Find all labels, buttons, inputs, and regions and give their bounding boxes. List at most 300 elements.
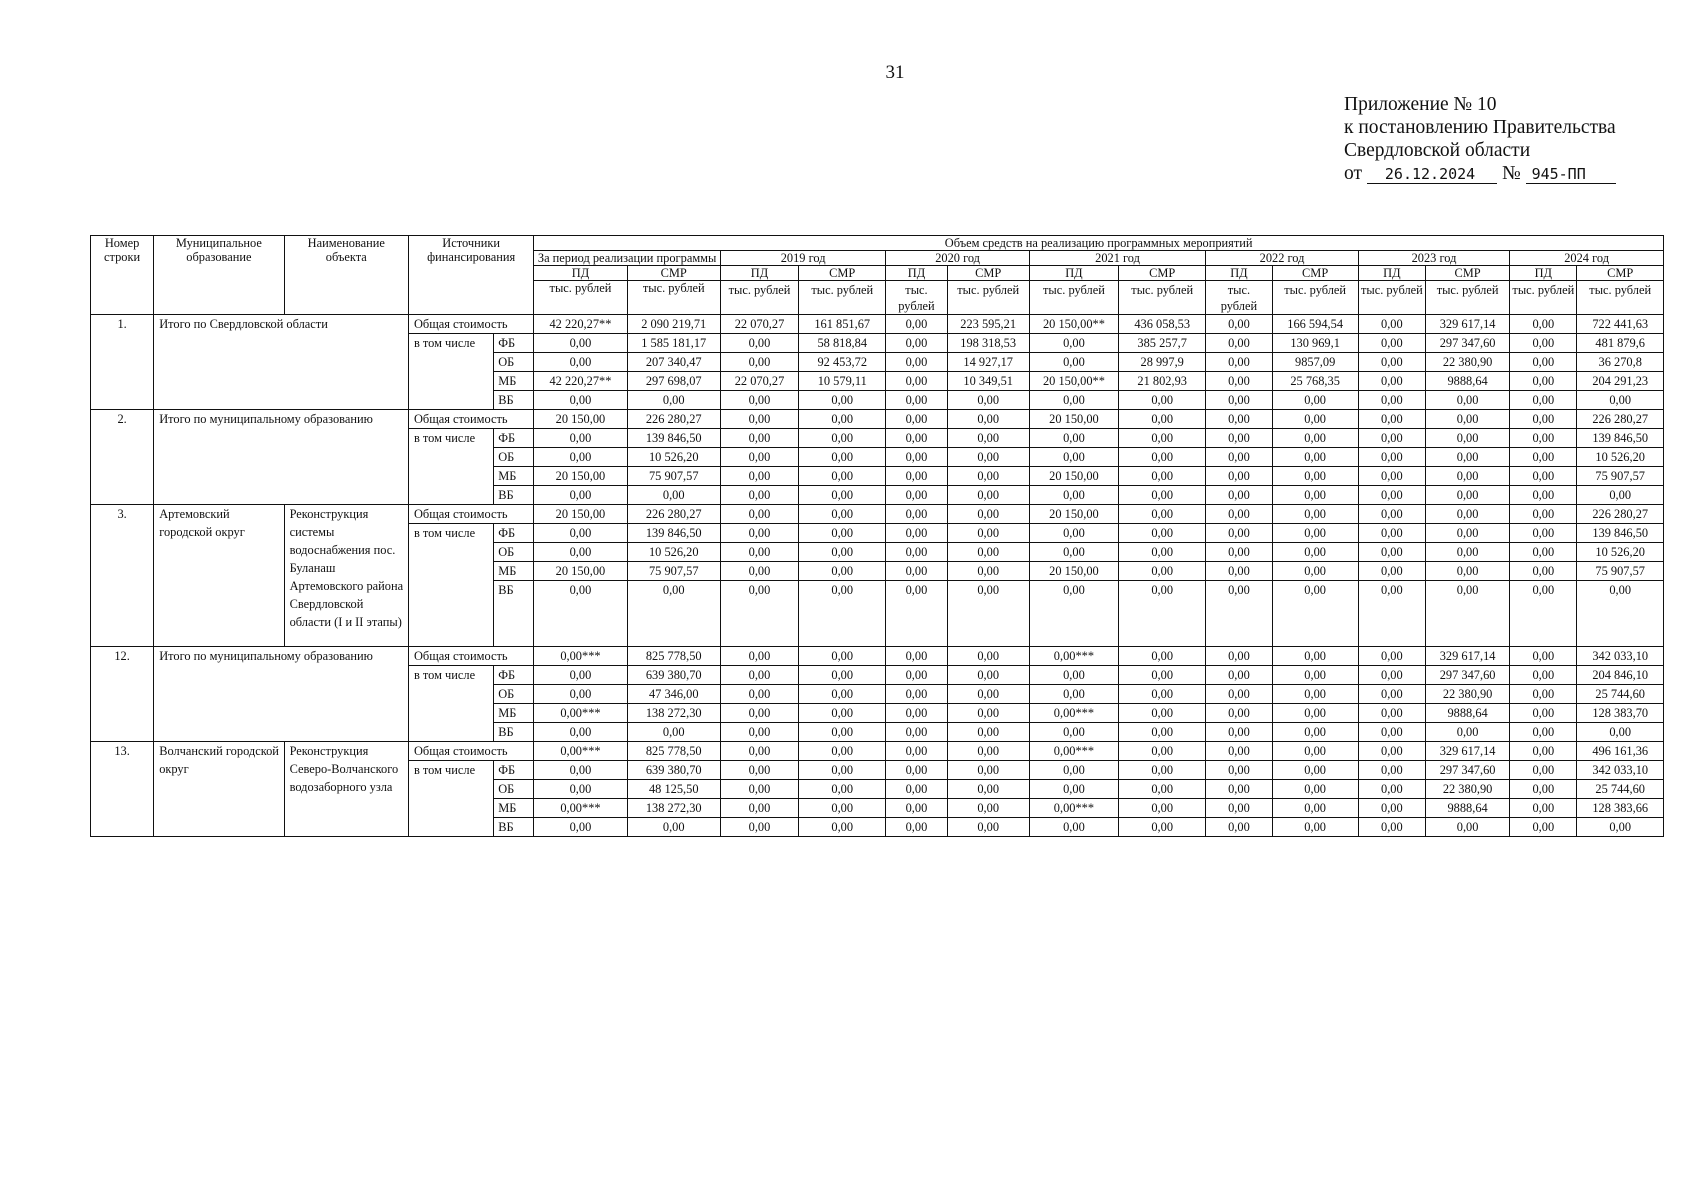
source-code: МБ: [494, 467, 534, 486]
value-cell: 0,00: [886, 505, 947, 524]
table-row: [91, 742, 1664, 761]
value-cell: 22 070,27: [720, 315, 798, 334]
date-prefix: от: [1344, 163, 1363, 184]
value-cell: 0,00: [1510, 448, 1577, 467]
value-cell: 0,00: [799, 581, 886, 647]
value-cell: 0,00: [1510, 666, 1577, 685]
header-sources: Источники финансирования: [408, 236, 533, 315]
row-number: 2.: [91, 410, 154, 505]
header-unit-smr-2: тыс. рублей: [947, 281, 1029, 315]
value-cell: 0,00: [947, 448, 1029, 467]
value-cell: 0,00: [1206, 524, 1272, 543]
source-code: ОБ: [494, 448, 534, 467]
value-cell: 0,00: [886, 666, 947, 685]
source-code: ВБ: [494, 581, 534, 647]
row-number: 12.: [91, 647, 154, 742]
value-cell: 226 280,27: [1577, 410, 1664, 429]
value-cell: 0,00: [886, 543, 947, 562]
value-cell: 0,00: [1119, 780, 1206, 799]
value-cell: 223 595,21: [947, 315, 1029, 334]
value-cell: 639 380,70: [627, 666, 720, 685]
source-total-label: Общая стоимость: [408, 505, 533, 524]
value-cell: 0,00: [1029, 723, 1118, 742]
value-cell: 0,00: [1358, 334, 1425, 353]
value-cell: 128 383,70: [1577, 704, 1664, 723]
value-cell: 75 907,57: [627, 562, 720, 581]
value-cell: 0,00: [799, 429, 886, 448]
value-cell: 0,00: [1206, 581, 1272, 647]
value-cell: 92 453,72: [799, 353, 886, 372]
header-smr-3: СМР: [1119, 266, 1206, 281]
source-code: ФБ: [494, 761, 534, 780]
value-cell: 0,00: [1206, 353, 1272, 372]
value-cell: 28 997,9: [1119, 353, 1206, 372]
value-cell: 0,00: [947, 666, 1029, 685]
value-cell: 0,00: [1272, 723, 1358, 742]
value-cell: 0,00: [1272, 543, 1358, 562]
value-cell: 0,00: [886, 685, 947, 704]
value-cell: 0,00: [1358, 685, 1425, 704]
value-cell: 0,00: [1272, 780, 1358, 799]
value-cell: 0,00***: [534, 704, 627, 723]
value-cell: 0,00: [1206, 562, 1272, 581]
value-cell: 47 346,00: [627, 685, 720, 704]
value-cell: 0,00: [1206, 742, 1272, 761]
value-cell: 0,00: [947, 543, 1029, 562]
value-cell: 0,00: [1206, 543, 1272, 562]
value-cell: 0,00: [1272, 799, 1358, 818]
header-pd-4: ПД: [1206, 266, 1272, 281]
page-number: 31: [885, 62, 905, 83]
header-year-2020: 2020 год: [886, 251, 1029, 266]
value-cell: 0,00: [947, 818, 1029, 837]
value-cell: 0,00: [1358, 391, 1425, 410]
value-cell: 0,00: [534, 543, 627, 562]
value-cell: 0,00: [1510, 723, 1577, 742]
value-cell: 0,00: [886, 467, 947, 486]
value-cell: 0,00: [627, 818, 720, 837]
value-cell: 0,00: [1206, 685, 1272, 704]
value-cell: 0,00: [1425, 581, 1509, 647]
value-cell: 0,00: [534, 391, 627, 410]
value-cell: 0,00: [1510, 685, 1577, 704]
value-cell: 0,00: [947, 704, 1029, 723]
source-code: ВБ: [494, 486, 534, 505]
value-cell: 0,00: [886, 761, 947, 780]
header-pd-3: ПД: [1029, 266, 1118, 281]
value-cell: 0,00: [947, 486, 1029, 505]
header-year-2021: 2021 год: [1029, 251, 1206, 266]
value-cell: 0,00: [1029, 486, 1118, 505]
value-cell: 0,00: [1272, 505, 1358, 524]
value-cell: 0,00: [1272, 685, 1358, 704]
source-including-label: в том числе: [408, 524, 493, 647]
value-cell: 0,00: [886, 723, 947, 742]
value-cell: 0,00: [627, 391, 720, 410]
value-cell: 0,00: [720, 761, 798, 780]
value-cell: 0,00: [1577, 581, 1664, 647]
value-cell: 0,00: [1272, 818, 1358, 837]
value-cell: 0,00: [534, 723, 627, 742]
value-cell: 0,00***: [1029, 799, 1118, 818]
municipality-name: Волчанский городской округ: [154, 742, 284, 837]
value-cell: 0,00: [886, 562, 947, 581]
source-code: ОБ: [494, 353, 534, 372]
value-cell: 0,00: [720, 410, 798, 429]
value-cell: 0,00***: [1029, 704, 1118, 723]
value-cell: 0,00: [1029, 334, 1118, 353]
value-cell: 0,00: [947, 780, 1029, 799]
header-smr-1: СМР: [799, 266, 886, 281]
value-cell: 0,00: [1206, 799, 1272, 818]
header-smr-6: СМР: [1577, 266, 1664, 281]
municipality-name: Итого по Свердловской области: [154, 315, 409, 410]
value-cell: 130 969,1: [1272, 334, 1358, 353]
value-cell: 0,00: [1272, 666, 1358, 685]
value-cell: 10 526,20: [1577, 448, 1664, 467]
value-cell: 825 778,50: [627, 742, 720, 761]
value-cell: 0,00: [1206, 410, 1272, 429]
value-cell: 0,00: [627, 723, 720, 742]
value-cell: 0,00: [1358, 818, 1425, 837]
source-code: МБ: [494, 704, 534, 723]
header-year-2019: 2019 год: [720, 251, 886, 266]
header-object: Наименование объекта: [284, 236, 408, 315]
value-cell: 0,00: [1206, 505, 1272, 524]
value-cell: 20 150,00: [534, 467, 627, 486]
value-cell: 10 349,51: [947, 372, 1029, 391]
value-cell: 0,00: [720, 581, 798, 647]
value-cell: 0,00: [1119, 391, 1206, 410]
value-cell: 0,00: [886, 524, 947, 543]
value-cell: 0,00: [1358, 666, 1425, 685]
source-code: ОБ: [494, 685, 534, 704]
value-cell: 0,00: [1358, 761, 1425, 780]
value-cell: 0,00: [1272, 647, 1358, 666]
value-cell: 0,00: [1206, 391, 1272, 410]
value-cell: 204 291,23: [1577, 372, 1664, 391]
value-cell: 0,00: [1510, 647, 1577, 666]
value-cell: 0,00: [720, 666, 798, 685]
value-cell: 0,00: [1119, 685, 1206, 704]
value-cell: 0,00: [1425, 429, 1509, 448]
value-cell: 0,00: [1358, 372, 1425, 391]
value-cell: 2 090 219,71: [627, 315, 720, 334]
value-cell: 0,00: [799, 799, 886, 818]
value-cell: 0,00: [799, 780, 886, 799]
value-cell: 0,00: [886, 410, 947, 429]
value-cell: 0,00: [534, 666, 627, 685]
value-cell: 0,00: [1119, 543, 1206, 562]
value-cell: 0,00: [720, 562, 798, 581]
value-cell: 0,00: [1206, 761, 1272, 780]
value-cell: 0,00: [1510, 372, 1577, 391]
header-unit-pd-3: тыс. рублей: [1029, 281, 1118, 315]
value-cell: 0,00: [1510, 410, 1577, 429]
header-municipality: Муниципальное образование: [154, 236, 284, 315]
source-including-label: в том числе: [408, 334, 493, 410]
value-cell: 0,00: [1358, 723, 1425, 742]
value-cell: 0,00: [886, 486, 947, 505]
value-cell: 0,00: [1425, 543, 1509, 562]
value-cell: 0,00: [1272, 429, 1358, 448]
value-cell: 25 744,60: [1577, 780, 1664, 799]
value-cell: 0,00: [886, 372, 947, 391]
value-cell: 0,00: [1272, 704, 1358, 723]
value-cell: 329 617,14: [1425, 647, 1509, 666]
value-cell: 22 070,27: [720, 372, 798, 391]
value-cell: 139 846,50: [1577, 524, 1664, 543]
value-cell: 0,00: [627, 486, 720, 505]
value-cell: 0,00: [1206, 315, 1272, 334]
value-cell: 0,00: [886, 334, 947, 353]
value-cell: 0,00: [947, 467, 1029, 486]
value-cell: 226 280,27: [1577, 505, 1664, 524]
table-row: [91, 505, 1664, 524]
table-row: [91, 647, 1664, 666]
value-cell: 0,00: [799, 818, 886, 837]
table-row: [91, 410, 1664, 429]
value-cell: 0,00: [1272, 742, 1358, 761]
value-cell: 0,00: [1029, 685, 1118, 704]
value-cell: 10 526,20: [627, 448, 720, 467]
value-cell: 297 347,60: [1425, 334, 1509, 353]
value-cell: 481 879,6: [1577, 334, 1664, 353]
value-cell: 0,00: [1358, 315, 1425, 334]
value-cell: 0,00: [1510, 334, 1577, 353]
value-cell: 0,00: [534, 818, 627, 837]
value-cell: 207 340,47: [627, 353, 720, 372]
value-cell: 204 846,10: [1577, 666, 1664, 685]
value-cell: 436 058,53: [1119, 315, 1206, 334]
value-cell: 0,00: [1029, 429, 1118, 448]
row-number: 1.: [91, 315, 154, 410]
value-cell: 0,00: [720, 685, 798, 704]
value-cell: 0,00: [947, 742, 1029, 761]
value-cell: 0,00: [1119, 448, 1206, 467]
source-code: ФБ: [494, 666, 534, 685]
value-cell: 0,00: [1510, 315, 1577, 334]
value-cell: 0,00: [1358, 742, 1425, 761]
value-cell: 0,00: [1510, 543, 1577, 562]
appendix-date-line: [1344, 162, 1616, 185]
document-number: 945-ПП: [1526, 166, 1616, 184]
value-cell: 496 161,36: [1577, 742, 1664, 761]
value-cell: 0,00: [799, 467, 886, 486]
header-year-2024: 2024 год: [1510, 251, 1664, 266]
header-unit-pd-1: тыс. рублей: [720, 281, 798, 315]
value-cell: 0,00: [1119, 486, 1206, 505]
value-cell: 0,00: [1119, 704, 1206, 723]
value-cell: 0,00: [1358, 353, 1425, 372]
value-cell: 20 150,00: [1029, 562, 1118, 581]
value-cell: 226 280,27: [627, 505, 720, 524]
header-smr-2: СМР: [947, 266, 1029, 281]
value-cell: 0,00: [799, 685, 886, 704]
source-total-label: Общая стоимость: [408, 647, 533, 666]
value-cell: 42 220,27**: [534, 372, 627, 391]
value-cell: 385 257,7: [1119, 334, 1206, 353]
value-cell: 0,00: [1577, 486, 1664, 505]
value-cell: 0,00: [1358, 486, 1425, 505]
value-cell: 0,00: [1358, 799, 1425, 818]
value-cell: 20 150,00: [534, 505, 627, 524]
value-cell: 20 150,00: [1029, 410, 1118, 429]
source-total-label: Общая стоимость: [408, 410, 533, 429]
value-cell: 0,00: [947, 581, 1029, 647]
table-header: [91, 236, 1664, 315]
municipality-name: Итого по муниципальному образованию: [154, 410, 409, 505]
value-cell: 20 150,00: [534, 410, 627, 429]
value-cell: 0,00: [886, 353, 947, 372]
value-cell: 0,00: [1272, 448, 1358, 467]
value-cell: 0,00: [1272, 467, 1358, 486]
value-cell: 0,00: [720, 334, 798, 353]
appendix-region: Свердловской области: [1344, 140, 1531, 161]
value-cell: 0,00: [534, 524, 627, 543]
value-cell: 0,00: [1425, 410, 1509, 429]
source-including-label: в том числе: [408, 666, 493, 742]
value-cell: 0,00: [720, 780, 798, 799]
header-unit-pd-0: тыс. рублей: [534, 281, 627, 315]
value-cell: 20 150,00**: [1029, 315, 1118, 334]
value-cell: 138 272,30: [627, 704, 720, 723]
value-cell: 0,00: [720, 524, 798, 543]
value-cell: 0,00: [947, 505, 1029, 524]
row-number: 3.: [91, 505, 154, 647]
value-cell: 0,00: [886, 391, 947, 410]
value-cell: 0,00: [1358, 524, 1425, 543]
value-cell: 0,00: [799, 543, 886, 562]
value-cell: 0,00: [886, 818, 947, 837]
header-unit-smr-6: тыс. рублей: [1577, 281, 1664, 315]
value-cell: 0,00: [947, 562, 1029, 581]
value-cell: 0,00: [534, 334, 627, 353]
value-cell: 0,00: [720, 543, 798, 562]
header-volume: Объем средств на реализацию программных мероприятий: [534, 236, 1664, 251]
value-cell: 0,00: [720, 353, 798, 372]
value-cell: 0,00: [720, 486, 798, 505]
value-cell: 0,00: [886, 315, 947, 334]
value-cell: 0,00: [1029, 581, 1118, 647]
value-cell: 0,00: [1029, 780, 1118, 799]
value-cell: 226 280,27: [627, 410, 720, 429]
value-cell: 0,00***: [534, 742, 627, 761]
value-cell: 0,00: [1425, 818, 1509, 837]
value-cell: 0,00: [947, 410, 1029, 429]
value-cell: 0,00: [1358, 429, 1425, 448]
header-unit-pd-5: тыс. рублей: [1358, 281, 1425, 315]
value-cell: 0,00: [947, 799, 1029, 818]
header-year-2022: 2022 год: [1206, 251, 1358, 266]
value-cell: 0,00: [1358, 505, 1425, 524]
row-number: 13.: [91, 742, 154, 837]
value-cell: 0,00: [1358, 410, 1425, 429]
object-name: Реконструкция системы водоснабжения пос. Буланаш Артемовского района Свердловской области (I и II этапы): [284, 505, 408, 647]
value-cell: 0,00: [1577, 818, 1664, 837]
value-cell: 0,00: [1206, 372, 1272, 391]
value-cell: 0,00: [720, 723, 798, 742]
value-cell: 825 778,50: [627, 647, 720, 666]
value-cell: 0,00: [1510, 353, 1577, 372]
value-cell: 0,00: [799, 410, 886, 429]
source-code: МБ: [494, 562, 534, 581]
value-cell: 0,00: [534, 429, 627, 448]
appendix-title: Приложение № 10: [1344, 94, 1497, 115]
value-cell: 75 907,57: [1577, 467, 1664, 486]
value-cell: 22 380,90: [1425, 353, 1509, 372]
value-cell: 0,00: [1272, 410, 1358, 429]
header-unit-smr-0: тыс. рублей: [627, 281, 720, 315]
value-cell: 0,00***: [1029, 742, 1118, 761]
value-cell: 0,00: [799, 704, 886, 723]
value-cell: 0,00: [1206, 486, 1272, 505]
value-cell: 0,00: [720, 505, 798, 524]
header-smr-4: СМР: [1272, 266, 1358, 281]
value-cell: 342 033,10: [1577, 761, 1664, 780]
table-row: [91, 315, 1664, 334]
value-cell: 0,00: [1206, 704, 1272, 723]
value-cell: 0,00: [1119, 562, 1206, 581]
value-cell: 0,00: [1206, 666, 1272, 685]
value-cell: 329 617,14: [1425, 742, 1509, 761]
value-cell: 0,00: [1510, 467, 1577, 486]
value-cell: 0,00: [1510, 742, 1577, 761]
value-cell: 166 594,54: [1272, 315, 1358, 334]
source-code: ОБ: [494, 543, 534, 562]
value-cell: 0,00: [534, 761, 627, 780]
header-pd-6: ПД: [1510, 266, 1577, 281]
table-body: [91, 315, 1664, 837]
header-unit-pd-2: тыс. рублей: [886, 281, 947, 315]
value-cell: 0,00: [1425, 391, 1509, 410]
header-unit-pd-6: тыс. рублей: [1510, 281, 1577, 315]
value-cell: 0,00: [886, 704, 947, 723]
value-cell: 0,00: [947, 524, 1029, 543]
value-cell: 0,00: [1029, 761, 1118, 780]
value-cell: 0,00: [1206, 818, 1272, 837]
header-unit-smr-3: тыс. рублей: [1119, 281, 1206, 315]
value-cell: 0,00: [1577, 723, 1664, 742]
value-cell: 0,00: [1119, 723, 1206, 742]
document-date: 26.12.2024: [1367, 166, 1497, 184]
value-cell: 0,00: [799, 486, 886, 505]
source-code: ВБ: [494, 818, 534, 837]
value-cell: 0,00: [886, 429, 947, 448]
value-cell: 9888,64: [1425, 372, 1509, 391]
value-cell: 0,00: [1510, 799, 1577, 818]
value-cell: 20 150,00: [1029, 505, 1118, 524]
header-smr-5: СМР: [1425, 266, 1509, 281]
value-cell: 0,00: [1206, 334, 1272, 353]
value-cell: 0,00: [720, 799, 798, 818]
value-cell: 14 927,17: [947, 353, 1029, 372]
value-cell: 36 270,8: [1577, 353, 1664, 372]
value-cell: 9888,64: [1425, 704, 1509, 723]
value-cell: 75 907,57: [1577, 562, 1664, 581]
value-cell: 0,00: [1206, 647, 1272, 666]
value-cell: 0,00: [886, 647, 947, 666]
value-cell: 0,00: [1358, 780, 1425, 799]
value-cell: 0,00: [1425, 448, 1509, 467]
value-cell: 0,00: [886, 581, 947, 647]
source-code: ФБ: [494, 429, 534, 448]
number-prefix: №: [1502, 163, 1521, 184]
value-cell: 0,00: [720, 742, 798, 761]
value-cell: 0,00: [720, 647, 798, 666]
value-cell: 0,00: [534, 486, 627, 505]
source-including-label: в том числе: [408, 761, 493, 837]
